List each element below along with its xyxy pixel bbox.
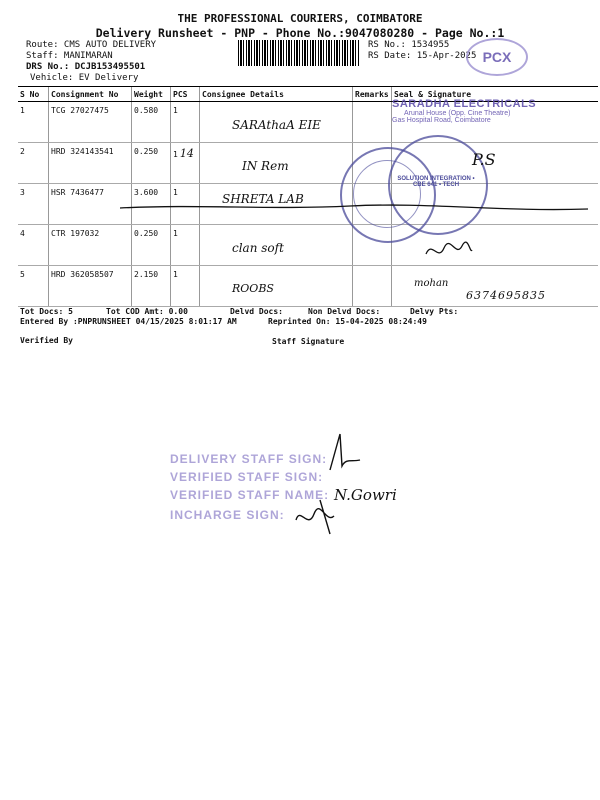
- cell-remarks: [353, 266, 392, 307]
- cell-pcs: 1: [171, 102, 200, 143]
- cell-consignee: [200, 102, 353, 143]
- cell-sno: 1: [18, 102, 49, 143]
- sign-stroke-2: [296, 500, 334, 534]
- col-pcs: PCS: [171, 87, 200, 102]
- cell-weight: 0.580: [132, 102, 171, 143]
- col-consignment: Consignment No: [49, 87, 132, 102]
- cell-pcs: [171, 143, 200, 184]
- verified-by: Verified By: [20, 336, 73, 345]
- cell-consignee: [200, 143, 353, 184]
- verified-staff-name: VERIFIED STAFF NAME:: [170, 488, 330, 502]
- non-delvd-docs: Non Delvd Docs:: [308, 307, 381, 316]
- col-seal: Seal & Signature: [392, 87, 599, 102]
- table-row: [18, 225, 598, 266]
- cell-sno: 5: [18, 266, 49, 307]
- cell-weight: 0.250: [132, 143, 171, 184]
- cell-consignee: [200, 266, 353, 307]
- signature-mohan: mohan: [414, 278, 449, 289]
- signature-block-strokes: [290, 430, 410, 540]
- cell-pcs: 1: [171, 225, 200, 266]
- cell-consignee: [200, 225, 353, 266]
- verified-staff-sign: VERIFIED STAFF SIGN:: [170, 470, 324, 484]
- handwritten-name: N.Gowri: [334, 486, 397, 504]
- vehicle: Vehicle: EV Delivery: [30, 73, 139, 83]
- signature-stroke: [426, 242, 472, 254]
- signature-row4: [424, 236, 474, 266]
- cell-weight: 3.600: [132, 184, 171, 225]
- handwritten-consignee: SARAthaA EIE: [232, 118, 321, 132]
- cell-consignment: HRD 362058507: [49, 266, 132, 307]
- cell-sno: 3: [18, 184, 49, 225]
- saradha-address-2: Gas Hospital Road, Coimbatore: [392, 117, 491, 124]
- handwritten-consignee: IN Rem: [242, 159, 289, 173]
- cell-consignment: HRD 324143541: [49, 143, 132, 184]
- table-row: [18, 143, 598, 184]
- col-consignee: Consignee Details: [200, 87, 353, 102]
- scribble-line: [120, 200, 590, 220]
- incharge-sign: INCHARGE SIGN:: [170, 508, 285, 522]
- tot-cod: Tot COD Amt: 0.00: [106, 307, 188, 316]
- drs-number: DRS No.: DCJB153495501: [26, 62, 146, 72]
- cell-weight: 0.250: [132, 225, 171, 266]
- saradha-stamp: [392, 98, 562, 124]
- saradha-address-1: Arunal House (Opp. Cine Theatre): [404, 110, 511, 117]
- company-title: THE PROFESSIONAL COURIERS, COIMBATORE: [177, 12, 423, 25]
- signature-ps: P.S: [472, 150, 496, 169]
- tot-docs: Tot Docs: 5: [20, 307, 73, 316]
- col-remarks: Remarks: [353, 87, 392, 102]
- handwritten-phone: 6374695835: [466, 289, 546, 302]
- pcx-stamp: PCX: [466, 38, 528, 76]
- staff-signature-label: Staff Signature: [272, 337, 345, 346]
- route: Route: CMS AUTO DELIVERY: [26, 40, 157, 50]
- pcs-value: 1: [173, 150, 178, 159]
- handwritten-consignee: clan soft: [232, 241, 284, 255]
- delivery-staff-sign: DELIVERY STAFF SIGN:: [170, 452, 328, 466]
- rs-number: RS No.: 1534955: [368, 40, 450, 50]
- cell-sno: 4: [18, 225, 49, 266]
- scribble-stroke: [120, 205, 588, 210]
- runsheet-title: Delivery Runsheet - PNP - Phone No.:9047080280 - Page No.:1: [95, 26, 505, 40]
- handwritten-consignee: ROOBS: [232, 282, 274, 295]
- barcode: [238, 40, 360, 66]
- rs-date: RS Date: 15-Apr-2025: [368, 51, 477, 61]
- cell-sno: 2: [18, 143, 49, 184]
- cell-weight: 2.150: [132, 266, 171, 307]
- delvd-docs: Delvd Docs:: [230, 307, 283, 316]
- cell-remarks: [353, 102, 392, 143]
- delvy-pts: Delvy Pts:: [410, 307, 459, 316]
- reprinted-on: Reprinted On: 15-04-2025 08:24:49: [268, 317, 427, 326]
- entered-by: Entered By :PNPRUNSHEET 04/15/2025 8:01:17 AM: [20, 317, 237, 326]
- cell-pcs: 1: [171, 184, 200, 225]
- saradha-name: SARADHA ELECTRICALS: [392, 98, 537, 110]
- handwritten-number: 14: [179, 147, 194, 160]
- sign-stroke-1: [330, 434, 360, 470]
- cell-pcs: 1: [171, 266, 200, 307]
- col-sno: S No: [18, 87, 49, 102]
- round-stamp-text: SOLUTION INTEGRATION • CBE 641 • TECH: [397, 176, 475, 188]
- cell-consignment: HSR 7436477: [49, 184, 132, 225]
- cell-consignment: CTR 197032: [49, 225, 132, 266]
- staff: Staff: MANIMARAN: [26, 51, 113, 61]
- cell-consignment: TCG 27027475: [49, 102, 132, 143]
- col-weight: Weight: [132, 87, 171, 102]
- handwritten-consignee: SHRETA LAB: [222, 192, 304, 206]
